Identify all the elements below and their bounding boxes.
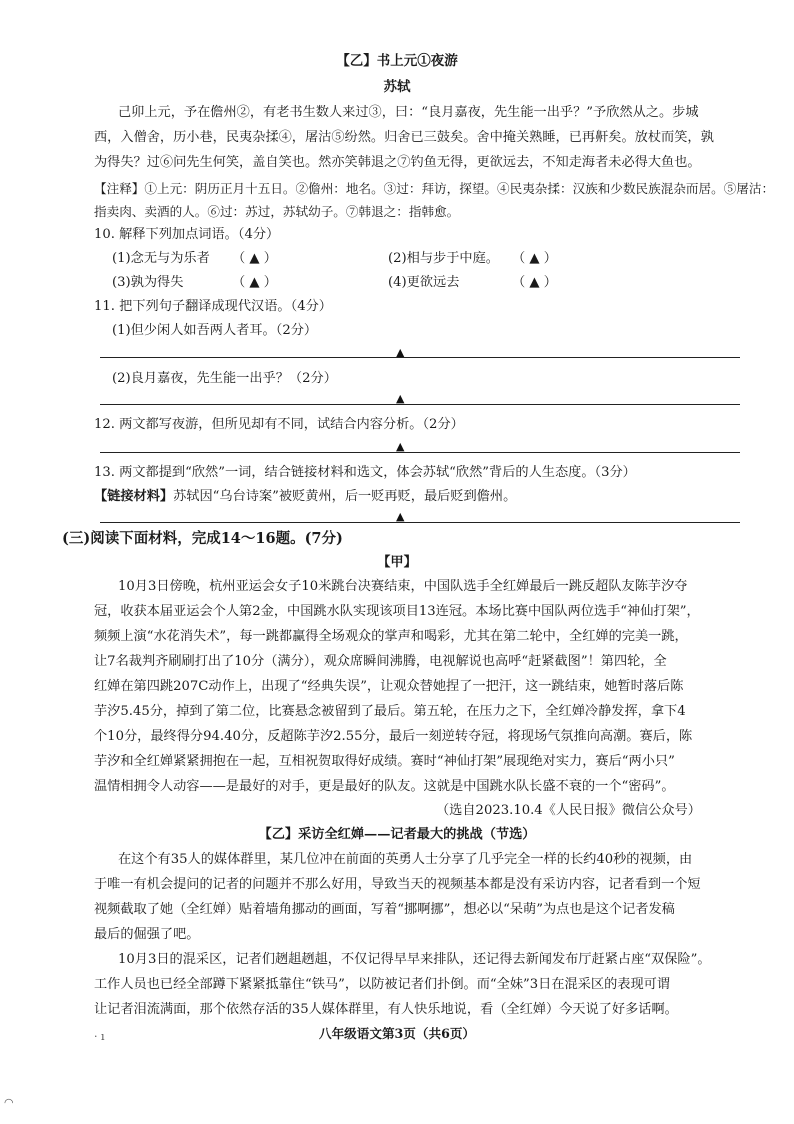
q10-answer-blank-1[interactable]: （ ▲ ） bbox=[232, 251, 277, 266]
yi-line: 10月3日的混采区，记者们趔趄趔趄，不仅记得早早来排队，还记得去新闻发布厅赶紧占座“双保险”。 bbox=[118, 952, 711, 967]
yi-line: 在这个有35人的媒体群里，某几位冲在前面的英勇人士分享了几乎完全一样的长约40秒的视频，由 bbox=[118, 852, 693, 867]
jia-line: 温情相拥令人动容——是最好的对手，更是最好的队友。这就是中国跳水队长盛不衰的一个“密码”。 bbox=[94, 779, 675, 794]
yi-line: 视频截取了她（全红婵）贴着墙角挪动的画面，写着“挪啊挪”，想必以“呆萌”为点也是这个记者发稿 bbox=[94, 902, 675, 917]
passage-line: 西，入僧舍，历小巷，民夷杂揉④，屠沽⑤纷然。归舍已三鼓矣。舍中掩关熟睡，已再鼾矣。放杖而笑，孰 bbox=[94, 130, 714, 145]
jia-line: 频频上演“水花消失术”，每一跳都赢得全场观众的掌声和喝彩，尤其在第二轮中，全红婵的完美一跳， bbox=[94, 629, 688, 644]
q10-answer-blank-3[interactable]: （ ▲ ） bbox=[232, 275, 277, 290]
annotation-line: 指卖肉、卖酒的人。⑥过：苏过，苏轼幼子。⑦韩退之：指韩愈。 bbox=[94, 204, 460, 219]
question-11-2: (2)良月嘉夜，先生能一出乎？（2分） bbox=[112, 371, 337, 386]
passage-line: 为得失？过⑥问先生何笑，盖自笑也。然亦笑韩退之⑦钓鱼无得，更欲远去，不知走海者未必得大鱼也。 bbox=[94, 155, 701, 170]
jia-line: 芋汐和全红婵紧紧拥抱在一起，互相祝贺取得好成绩。赛时“神仙打架”展现绝对实力，赛后“两小只” bbox=[94, 754, 675, 769]
link-material-text: 苏轼因“乌台诗案”被贬黄州，后一贬再贬，最后贬到儋州。 bbox=[173, 489, 517, 504]
page-footer: 八年级语文第3页（共6页） bbox=[318, 1026, 476, 1041]
q10-item-2: (2)相与步于中庭。 bbox=[388, 251, 499, 266]
jia-label: 【甲】 bbox=[377, 555, 417, 570]
yi-line: 最后的倔强了吧。 bbox=[94, 927, 200, 942]
jia-line: 让7名裁判齐刷刷打出了10分（满分），观众席瞬间沸腾，电视解说也高呼“赶紧截图”！第四轮，全 bbox=[94, 654, 667, 669]
yi-line: 于唯一有机会提问的记者的问题并不那么好用，导致当天的视频基本都是没有采访内容，记者看到一个短 bbox=[94, 877, 701, 892]
passage-author: 苏轼 bbox=[383, 79, 411, 95]
yi-line: 工作人员也已经全部蹲下紧紧抵靠住“铁马”，以防被记者们扑倒。而“全妹”3日在混采区的表现可谓 bbox=[94, 977, 671, 992]
q10-item-4: (4)更欲远去 bbox=[388, 275, 460, 290]
scan-speck: · ı bbox=[94, 1030, 105, 1043]
passage-title: 【乙】书上元①夜游 bbox=[336, 53, 458, 69]
answer-marker: ▲ bbox=[396, 510, 405, 523]
q10-answer-blank-4[interactable]: （ ▲ ） bbox=[512, 275, 557, 290]
question-11: 11. 把下列句子翻译成现代汉语。（4分） bbox=[94, 299, 332, 314]
passage-line: 己卯上元，予在儋州②，有老书生数人来过③，曰：“良月嘉夜，先生能一出乎？”予欣然从之。步城 bbox=[118, 105, 699, 120]
jia-line: 个10分，最终得分94.40分，反超陈芋汐2.55分，最后一刻逆转夺冠，将现场气氛推向高潮。赛后，陈 bbox=[94, 729, 693, 744]
question-10: 10. 解释下列加点词语。（4分） bbox=[94, 227, 280, 242]
answer-line[interactable] bbox=[100, 452, 740, 453]
jia-line: 10月3日傍晚，杭州亚运会女子10米跳台决赛结束，中国队选手全红婵最后一跳反超队友陈芋汐夺 bbox=[118, 579, 688, 594]
question-13: 13. 两文都提到“欣然”一词，结合链接材料和选文，体会苏轼“欣然”背后的人生态度。（3分） bbox=[94, 465, 636, 480]
section-heading: (三)阅读下面材料，完成14～16题。(7分) bbox=[62, 530, 343, 547]
q10-answer-blank-2[interactable]: （ ▲ ） bbox=[512, 251, 557, 266]
answer-line[interactable] bbox=[100, 404, 740, 405]
q10-item-3: (3)孰为得失 bbox=[112, 275, 184, 290]
question-11-1: (1)但少闲人如吾两人者耳。（2分） bbox=[112, 323, 318, 338]
annotation-line: 【注释】①上元：阴历正月十五日。②儋州：地名。③过：拜访，探望。④民夷杂揉：汉族和少数民族混杂而居。⑤屠沽： bbox=[94, 181, 775, 196]
answer-marker: ▲ bbox=[396, 392, 405, 405]
q10-item-1: (1)念无与为乐者 bbox=[112, 251, 210, 266]
answer-marker: ▲ bbox=[396, 440, 405, 453]
answer-line[interactable] bbox=[100, 357, 740, 358]
jia-source: （选自2023.10.4《人民日报》微信公众号） bbox=[436, 803, 701, 818]
yi-modern-title: 【乙】采访全红婵——记者最大的挑战（节选） bbox=[258, 827, 536, 842]
jia-line: 芋汐5.45分，掉到了第二位，比赛悬念被留到了最后。第五轮，在压力之下，全红婵冷静发挥，拿下4 bbox=[94, 704, 686, 719]
answer-line[interactable] bbox=[100, 522, 740, 523]
yi-line: 让记者泪流满面，那个依然存活的35人媒体群里，有人快乐地说，看（全红婵）今天说了好多话啊。 bbox=[94, 1002, 678, 1017]
jia-line: 红婵在第四跳207C动作上，出现了“经典失误”，让观众替她捏了一把汗，这一跳结束，她暂时落后陈 bbox=[94, 679, 684, 694]
answer-marker: ▲ bbox=[396, 346, 405, 359]
link-material-label: 【链接材料】 bbox=[94, 489, 174, 504]
link-material bbox=[94, 488, 516, 506]
question-12: 12. 两文都写夜游，但所见却有不同，试结合内容分析。（2分） bbox=[94, 417, 464, 432]
scan-speck: ◠ bbox=[4, 1096, 14, 1109]
jia-line: 冠，收获本届亚运会个人第2金，中国跳水队实现该项目13连冠。本场比赛中国队两位选手“神仙打架”， bbox=[94, 604, 700, 619]
